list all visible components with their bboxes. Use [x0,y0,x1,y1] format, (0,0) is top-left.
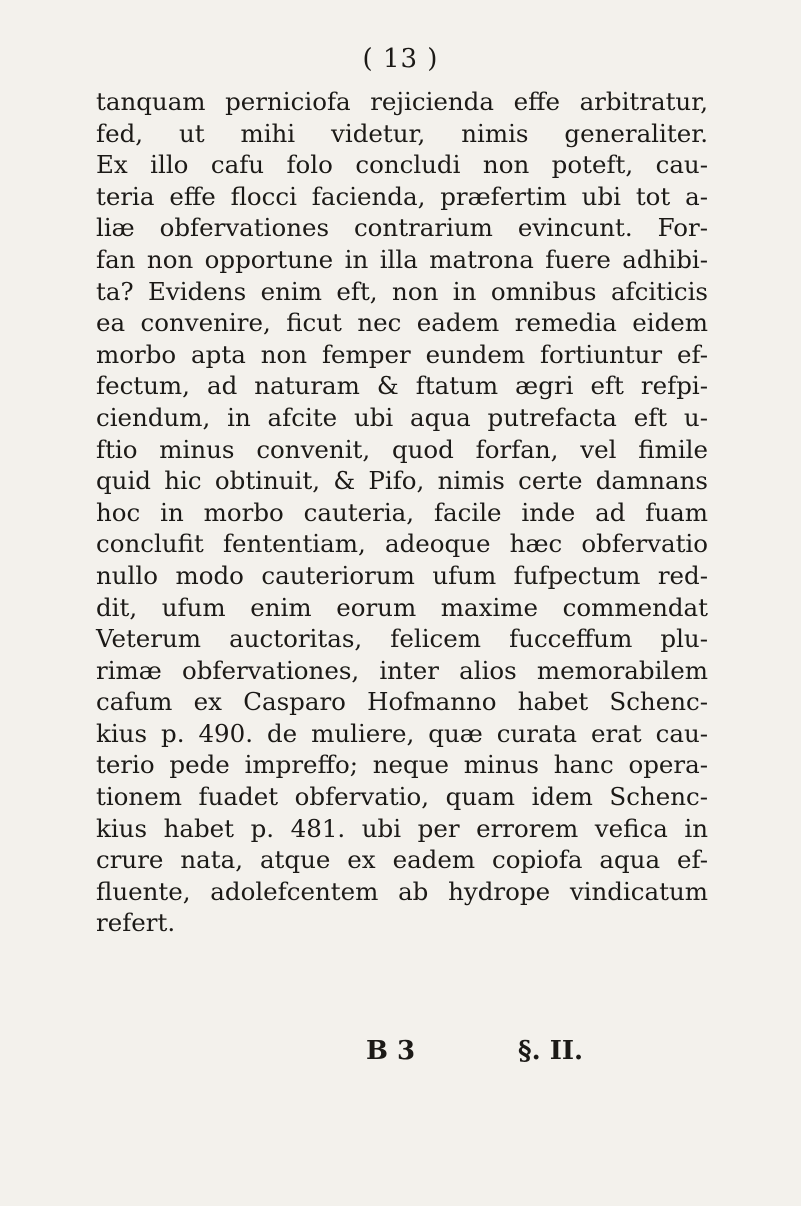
text-line: conclufit fententiam, adeoque hæc obfervatio [96,529,708,559]
text-line: Veterum auctoritas, felicem fucceffum plu- [96,624,708,654]
text-line: crure nata, atque ex eadem copiofa aqua ef- [96,845,708,875]
text-line: tanquam perniciofa rejicienda effe arbitratur, [96,87,708,116]
text-line: kius p. 490. de muliere, quæ curata erat cau- [96,718,708,748]
catchword: §. II. [518,1036,584,1066]
text-line: Ex illo cafu folo concludi non poteft, cau- [96,150,708,180]
text-line: fectum, ad naturam & ftatum ægri eft refpi- [96,371,708,401]
page-number: ( 13 ) [362,44,439,74]
text-line: morbo apta non femper eundem fortiuntur ef- [96,339,708,369]
page-footer [0,1036,801,1076]
text-line: hoc in morbo cauteria, facile inde ad fuam [96,497,708,527]
text-line: fan non opportune in illa matrona fuere adhibi- [96,244,708,274]
text-line: ta? Evidens enim eft, non in omnibus afciticis [96,276,708,306]
text-line: liæ obfervationes contrarium evincunt. For- [96,213,708,243]
text-line: quid hic obtinuit, & Pifo, nimis certe damnans [96,466,708,496]
text-line: refert. [96,908,176,938]
text-line: dit, ufum enim eorum maxime commendat [96,592,708,622]
text-line: fluente, adolefcentem ab hydrope vindicatum [96,876,708,906]
text-line: kius habet p. 481. ubi per errorem vefica in [96,813,708,843]
text-line: rimæ obfervationes, inter alios memorabilem [96,655,708,685]
text-line: terio pede impreffo; neque minus hanc opera- [96,750,708,780]
signature-mark: B 3 [366,1036,416,1066]
text-line: cafum ex Casparo Hofmanno habet Schenc- [96,687,708,717]
text-line: ea convenire, ficut nec eadem remedia eidem [96,308,708,338]
text-line: nullo modo cauteriorum ufum fufpectum red- [96,560,708,590]
text-line: tionem fuadet obfervatio, quam idem Schenc- [96,782,708,812]
text-line: ftio minus convenit, quod forfan, vel fimile [96,434,708,464]
text-line: fed, ut mihi videtur, nimis generaliter. [96,118,708,148]
body-text [96,86,708,939]
text-line: teria effe flocci facienda, præfertim ubi tot a- [96,181,708,211]
text-line: ciendum, in afcite ubi aqua putrefacta eft u- [96,402,708,432]
